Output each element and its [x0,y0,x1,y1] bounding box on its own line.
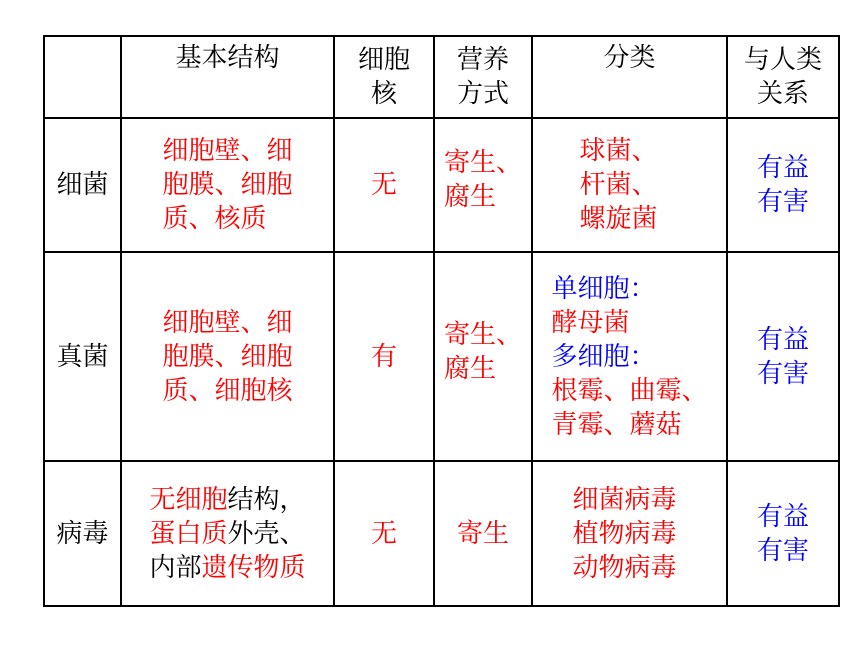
header-classification-label: 分类 [603,43,656,73]
fungi-nutrition [434,252,532,461]
fungi-classification-line: 单细胞： [551,273,656,304]
virus-structure [121,461,334,606]
fungi-nutrition-line: 腐生 [443,353,496,384]
bacteria-structure-line: 细胞壁、细 [162,136,293,166]
row-label-bacteria: 细菌 [44,118,121,252]
bacteria-structure-line: 质、核质 [162,204,267,234]
bacteria-relation-line: 有害 [756,187,809,217]
fungi-structure-line: 细胞壁、细 [162,307,293,338]
bacteria-structure-line: 胞膜、细胞 [162,170,293,200]
virus-classification [532,461,727,606]
virus-structure-red-text: 无细胞 [149,484,228,515]
fungi-structure-line: 质、细胞核 [162,375,293,406]
fungi-nutrition-line: 寄生、 [443,319,522,350]
bacteria-nutrition-line: 寄生、 [443,148,522,178]
virus-relation-line: 有益 [756,501,809,532]
table-row-virus [44,461,839,606]
row-label-fungi: 真菌 [44,252,121,461]
virus-structure-black-text: 内部 [149,552,202,583]
table-row-bacteria [44,118,839,252]
bacteria-relation [727,118,839,252]
fungi-structure-line: 胞膜、细胞 [162,341,293,372]
fungi-classification-line: 酵母菌 [551,307,630,338]
header-relation-line: 与人类 [743,45,822,75]
bacteria-nutrition-line: 腐生 [443,182,496,212]
header-nucleus-line: 核 [370,79,397,109]
bacteria-classification-line: 螺旋菌 [579,204,658,234]
fungi-structure [121,252,334,461]
fungi-relation-line: 有害 [756,358,809,389]
header-nutrition [434,36,532,118]
bacteria-relation-line: 有益 [756,153,809,183]
virus-relation-line: 有害 [756,535,809,566]
table-row-fungi [44,252,839,461]
header-relation-line: 关系 [756,79,809,109]
fungi-relation-line: 有益 [756,324,809,355]
header-classification [532,36,727,118]
header-corner [44,36,121,118]
virus-structure-line [149,517,305,551]
bacteria-nutrition [434,118,532,252]
comparison-table [43,35,840,607]
header-row [44,36,839,118]
header-basic-structure [121,36,334,118]
bacteria-classification-line: 球菌、 [579,136,658,166]
virus-structure-red-text: 蛋白质 [149,518,228,549]
header-nucleus [334,36,434,118]
virus-structure-line [149,551,305,585]
virus-structure-black-text: 结构， [227,484,306,515]
fungi-classification [532,252,727,461]
virus-classification-line: 植物病毒 [572,518,677,549]
bacteria-structure [121,118,334,252]
bacteria-classification-line: 杆菌、 [579,170,658,200]
virus-nutrition: 寄生 [434,461,532,606]
bacteria-nucleus: 无 [334,118,434,252]
virus-structure-red-text: 遗传物质 [201,552,306,583]
virus-relation [727,461,839,606]
virus-classification-line: 细菌病毒 [572,484,677,515]
fungi-classification-line: 根霉、曲霉、 [551,375,708,406]
virus-nucleus: 无 [334,461,434,606]
header-nutrition-line: 营养 [456,45,509,75]
fungi-nucleus: 有 [334,252,434,461]
bacteria-classification [532,118,727,252]
header-nutrition-line: 方式 [456,79,509,109]
virus-classification-line: 动物病毒 [572,552,677,583]
row-label-virus: 病毒 [44,461,121,606]
virus-structure-black-text: 外壳、 [227,518,306,549]
header-basic-structure-label: 基本结构 [175,43,280,73]
fungi-relation [727,252,839,461]
header-relation [727,36,839,118]
fungi-classification-line: 多细胞： [551,341,656,372]
virus-structure-line [149,483,305,517]
header-nucleus-line: 细胞 [357,45,410,75]
fungi-classification-line: 青霉、蘑菇 [551,409,682,440]
